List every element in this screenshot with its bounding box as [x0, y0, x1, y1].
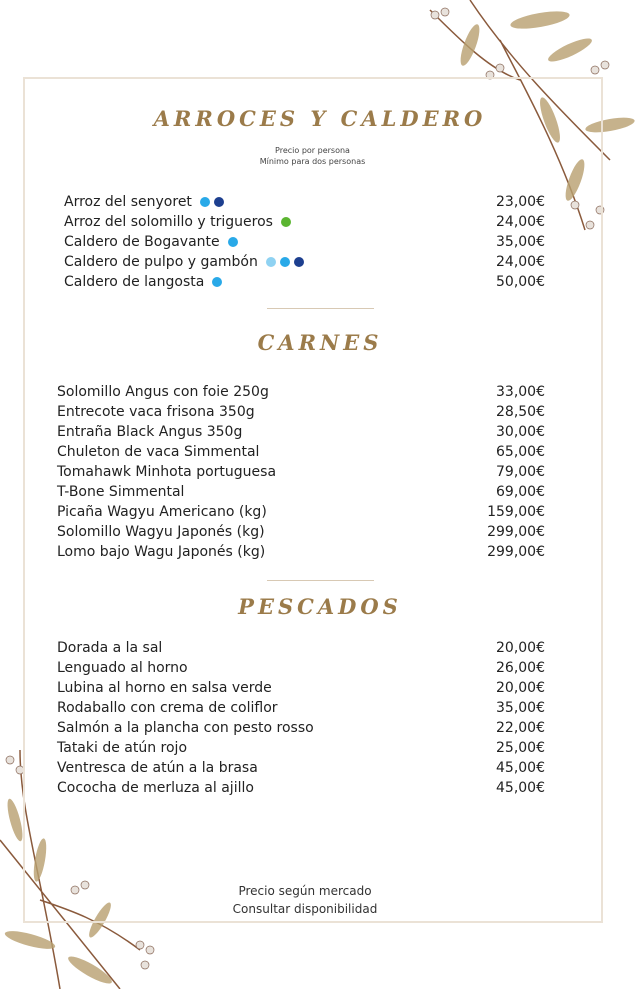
menu-item-price: 299,00€ [487, 544, 545, 560]
menu-item [57, 502, 267, 522]
menu-item [57, 778, 254, 798]
menu-item-name: T-Bone Simmental [57, 484, 185, 500]
menu-item [57, 382, 269, 402]
menu-item-name: Cococha de merluza al ajillo [57, 780, 254, 796]
menu-item [57, 442, 259, 462]
menu-item-price: 45,00€ [496, 760, 545, 776]
menu-item [57, 698, 278, 718]
menu-item [57, 718, 314, 738]
note-line: Precio por persona [275, 146, 350, 155]
menu-item-name: Lubina al horno en salsa verde [57, 680, 272, 696]
menu-item-name: Chuleton de vaca Simmental [57, 444, 260, 460]
menu-item-price: 65,00€ [496, 444, 545, 460]
menu-item-price: 50,00€ [496, 274, 545, 290]
menu-item-name: Tataki de atún rojo [57, 740, 188, 756]
menu-item-name: Lenguado al horno [57, 660, 188, 676]
fish-icon [294, 257, 304, 267]
footer-note [0, 882, 610, 918]
menu-item [57, 422, 242, 442]
menu-item [57, 482, 184, 502]
menu-item-name: Picaña Wagyu Americano (kg) [57, 504, 267, 520]
menu-item [57, 658, 188, 678]
section-note [0, 145, 625, 167]
menu-item-name: Rodaballo con crema de coliflor [57, 700, 278, 716]
menu-item [64, 252, 304, 272]
menu-item [57, 462, 276, 482]
mollusc-icon [266, 257, 276, 267]
menu-item-price: 45,00€ [496, 780, 545, 796]
menu-item-price: 20,00€ [496, 640, 545, 656]
menu-item-name: Solomillo Angus con foie 250g [57, 384, 269, 400]
fish-icon [214, 197, 224, 207]
menu-item [57, 738, 187, 758]
section-title-carnes: CARNES [257, 330, 383, 355]
menu-item-price: 20,00€ [496, 680, 545, 696]
menu-item-name: Arroz del solomillo y trigueros [64, 214, 273, 230]
menu-item-price: 35,00€ [496, 700, 545, 716]
menu-item-name: Arroz del senyoret [64, 194, 192, 210]
crustacean-icon [200, 197, 210, 207]
section-title-pescados: PESCADOS [238, 594, 402, 619]
menu-item-name: Solomillo Wagyu Japonés (kg) [57, 524, 265, 540]
menu-item-name: Tomahawk Minhota portuguesa [57, 464, 277, 480]
menu-item-name: Salmón a la plancha con pesto rosso [57, 720, 314, 736]
menu-item-price: 299,00€ [487, 524, 545, 540]
menu-item [57, 638, 162, 658]
menu-item-price: 24,00€ [496, 254, 545, 270]
celery-icon [281, 217, 291, 227]
menu-item-price: 33,00€ [496, 384, 545, 400]
menu-item-name: Ventresca de atún a la brasa [57, 760, 258, 776]
crustacean-icon [228, 237, 238, 247]
menu-item [64, 232, 238, 252]
menu-item [57, 678, 272, 698]
menu-item-name: Lomo bajo Wagu Japonés (kg) [57, 544, 266, 560]
menu-item [57, 402, 255, 422]
menu-item-price: 24,00€ [496, 214, 545, 230]
crustacean-icon [212, 277, 222, 287]
menu-item-name: Caldero de langosta [64, 274, 205, 290]
footer-line: Precio según mercado [238, 884, 372, 898]
section-divider [267, 308, 374, 309]
crustacean-icon [280, 257, 290, 267]
note-line: Mínimo para dos personas [259, 157, 366, 166]
menu-item-name: Caldero de pulpo y gambón [64, 254, 258, 270]
menu-item-name: Dorada a la sal [57, 640, 163, 656]
menu-item [64, 272, 222, 292]
menu-item [57, 542, 265, 562]
menu-item-price: 22,00€ [496, 720, 545, 736]
menu-item-name: Entraña Black Angus 350g [57, 424, 243, 440]
menu-item-price: 26,00€ [496, 660, 545, 676]
menu-item-price: 69,00€ [496, 484, 545, 500]
section-divider [267, 580, 374, 581]
menu-item [64, 212, 291, 232]
menu-item-name: Entrecote vaca frisona 350g [57, 404, 255, 420]
menu-item-price: 79,00€ [496, 464, 545, 480]
menu-item-price: 35,00€ [496, 234, 545, 250]
menu-item-price: 159,00€ [487, 504, 545, 520]
menu-item [57, 522, 265, 542]
menu-item [57, 758, 258, 778]
menu-item-name: Caldero de Bogavante [64, 234, 220, 250]
menu-item-price: 30,00€ [496, 424, 545, 440]
menu-item-price: 23,00€ [496, 194, 545, 210]
menu-item [64, 192, 224, 212]
footer-line: Consultar disponibilidad [232, 902, 378, 916]
menu-item-price: 28,50€ [496, 404, 545, 420]
section-title-arroces: ARROCES Y CALDERO [153, 106, 487, 131]
menu-item-price: 25,00€ [496, 740, 545, 756]
